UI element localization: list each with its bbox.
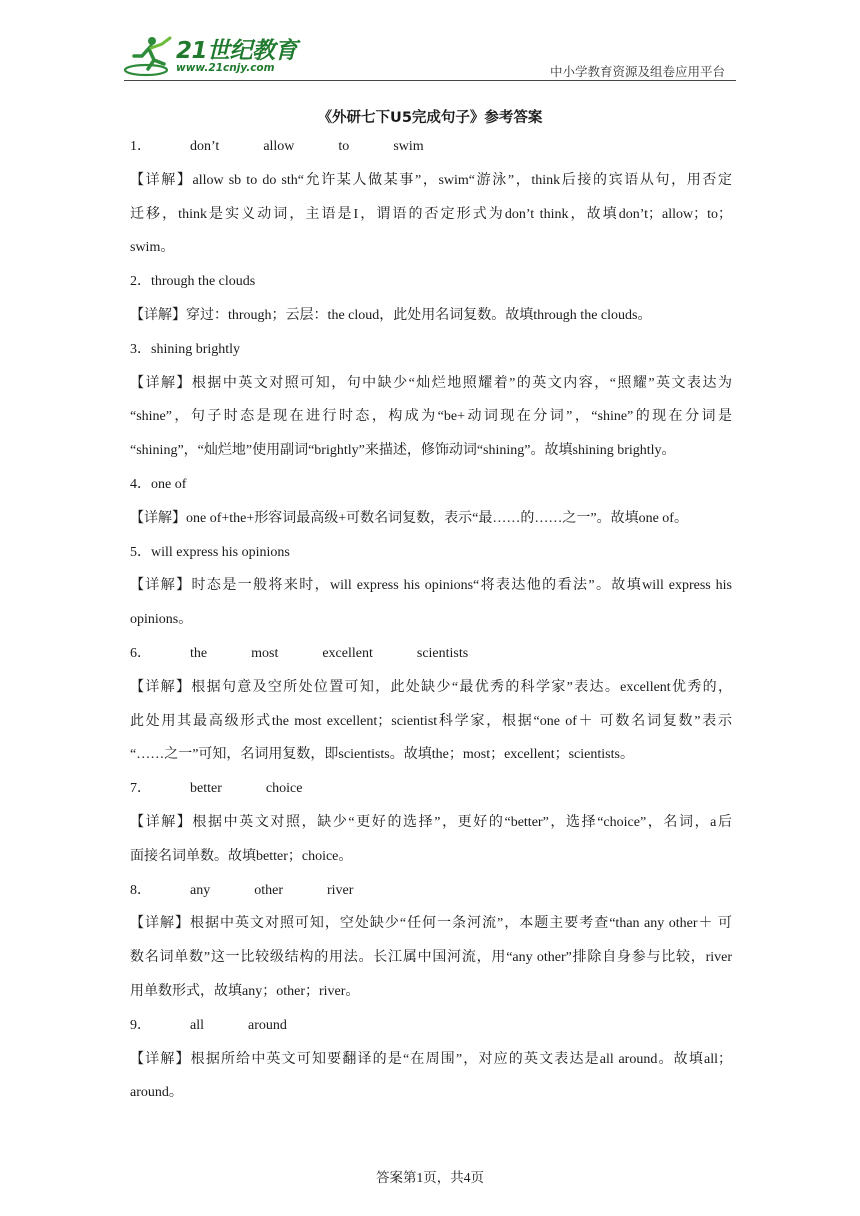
answer-word: shining brightly (151, 341, 241, 357)
page-footer: 答案第1页，共4页 (376, 1170, 484, 1185)
logo-url: www.21cnjy.com (176, 62, 275, 74)
answer-word: through the clouds (151, 274, 256, 290)
explanation-line: 用单数形式，故填any；other；river。 (130, 983, 360, 999)
question-number: 1． (130, 139, 151, 154)
answer-word: around (248, 1017, 287, 1033)
explanation-line: 【详解】根据中英文对照可知，空处缺少“任何一条河流”，本题主要考查“than any other＋ 可 (130, 916, 732, 932)
answer-line (130, 130, 732, 164)
explanation-line: 【详解】根据中英文对照，缺少“更好的选择”，更好的“better”，选择“choice”，名词，a后 (130, 814, 732, 830)
explanation-line: 面接名词单数。故填better；choice。 (130, 848, 353, 864)
answer-word: allow (263, 139, 295, 154)
answer-word: scientists (416, 645, 469, 661)
explanation-line: 此处用其最高级形式the most excellent；scientist科学家，根据“one of＋ 可数名词复数”表示 (130, 713, 732, 729)
answer-word: any (190, 882, 211, 898)
explanation-line: “shining”，“灿烂地”使用副词“brightly”来描述，修饰动词“shining”。故填shining brightly。 (130, 443, 676, 459)
page-header (0, 0, 860, 82)
runner-logo-icon (124, 34, 184, 78)
explanation-line: 【详解】根据所给中英文可知要翻译的是“在周围”，对应的英文表达是all around。故填all； (130, 1051, 732, 1067)
site-logo (124, 34, 298, 78)
answer-word: all (190, 1017, 204, 1033)
answer-line (130, 1009, 732, 1043)
answer-word: other (254, 882, 283, 898)
answer-word: one of (151, 476, 187, 492)
explanation-line: 【详解】根据句意及空所处位置可知，此处缺少“最优秀的科学家”表达。excellent优秀的， (130, 679, 732, 695)
explanation-line: 【详解】穿过：through；云层：the cloud，此处用名词复数。故填through the clouds。 (130, 307, 652, 323)
question-number: 7． (130, 781, 151, 797)
question-number: 3． (130, 341, 151, 357)
question-number: 4． (130, 476, 151, 492)
logo-text: 21世纪教育 (176, 38, 298, 64)
explanation-line: swim。 (130, 240, 175, 256)
explanation-line: 【详解】时态是一般将来时，will express his opinions“将表达他的看法”。故填will express his (130, 578, 732, 594)
answer-line (130, 874, 732, 908)
answer-word: most (251, 645, 279, 661)
answer-word: choice (265, 781, 303, 797)
document-title: 《外研七下U5完成句子》参考答案 (317, 110, 543, 126)
question-number: 9． (130, 1017, 151, 1033)
explanation-line: opinions。 (130, 612, 193, 628)
explanation-line: 【详解】allow sb to do sth“允许某人做某事”，swim“游泳”，think后接的宾语从句，用否定 (130, 172, 732, 188)
header-divider (124, 80, 736, 81)
explanation-line: “……之一”可知，名词用复数，即scientists。故填the；most；excellent；scientists。 (130, 747, 634, 763)
explanation-line: 【详解】根据中英文对照可知，句中缺少“灿烂地照耀着”的英文内容，“照耀”英文表达为 (130, 375, 732, 391)
answer-word: river (326, 882, 354, 898)
answer-word: the (190, 645, 208, 661)
answer-line (130, 468, 732, 502)
answer-word: will express his opinions (151, 544, 290, 560)
question-number: 6． (130, 645, 151, 661)
explanation-line: “shine”，句子时态是现在进行时态，构成为“be+动词现在分词”，“shine”的现在分词是 (130, 409, 732, 425)
answer-line (130, 536, 732, 570)
answer-word: to (338, 139, 350, 154)
question-number: 8． (130, 882, 151, 898)
explanation-line: around。 (130, 1085, 183, 1101)
answer-word: swim (393, 139, 424, 154)
explanation-line: 【详解】one of+the+形容词最高级+可数名词复数，表示“最……的……之一”。故填one of。 (130, 510, 688, 526)
answer-word: excellent (322, 645, 373, 661)
platform-name: 中小学教育资源及组卷应用平台 (549, 64, 725, 79)
answer-word: better (190, 781, 222, 797)
answer-line (130, 333, 732, 367)
question-number: 2． (130, 274, 151, 290)
answer-word: don’t (190, 139, 220, 154)
explanation-line: 数名词单数”这一比较级结构的用法。长江属中国河流，用“any other”排除自身参与比较，river (130, 950, 732, 966)
question-number: 5． (130, 544, 151, 560)
answer-line (130, 265, 732, 299)
answer-list (130, 130, 732, 1110)
answer-line (130, 637, 732, 671)
answer-line (130, 772, 732, 806)
explanation-line: 迁移，think是实义动词，主语是I，谓语的否定形式为don’t think，故填don’t；allow；to； (130, 206, 732, 222)
